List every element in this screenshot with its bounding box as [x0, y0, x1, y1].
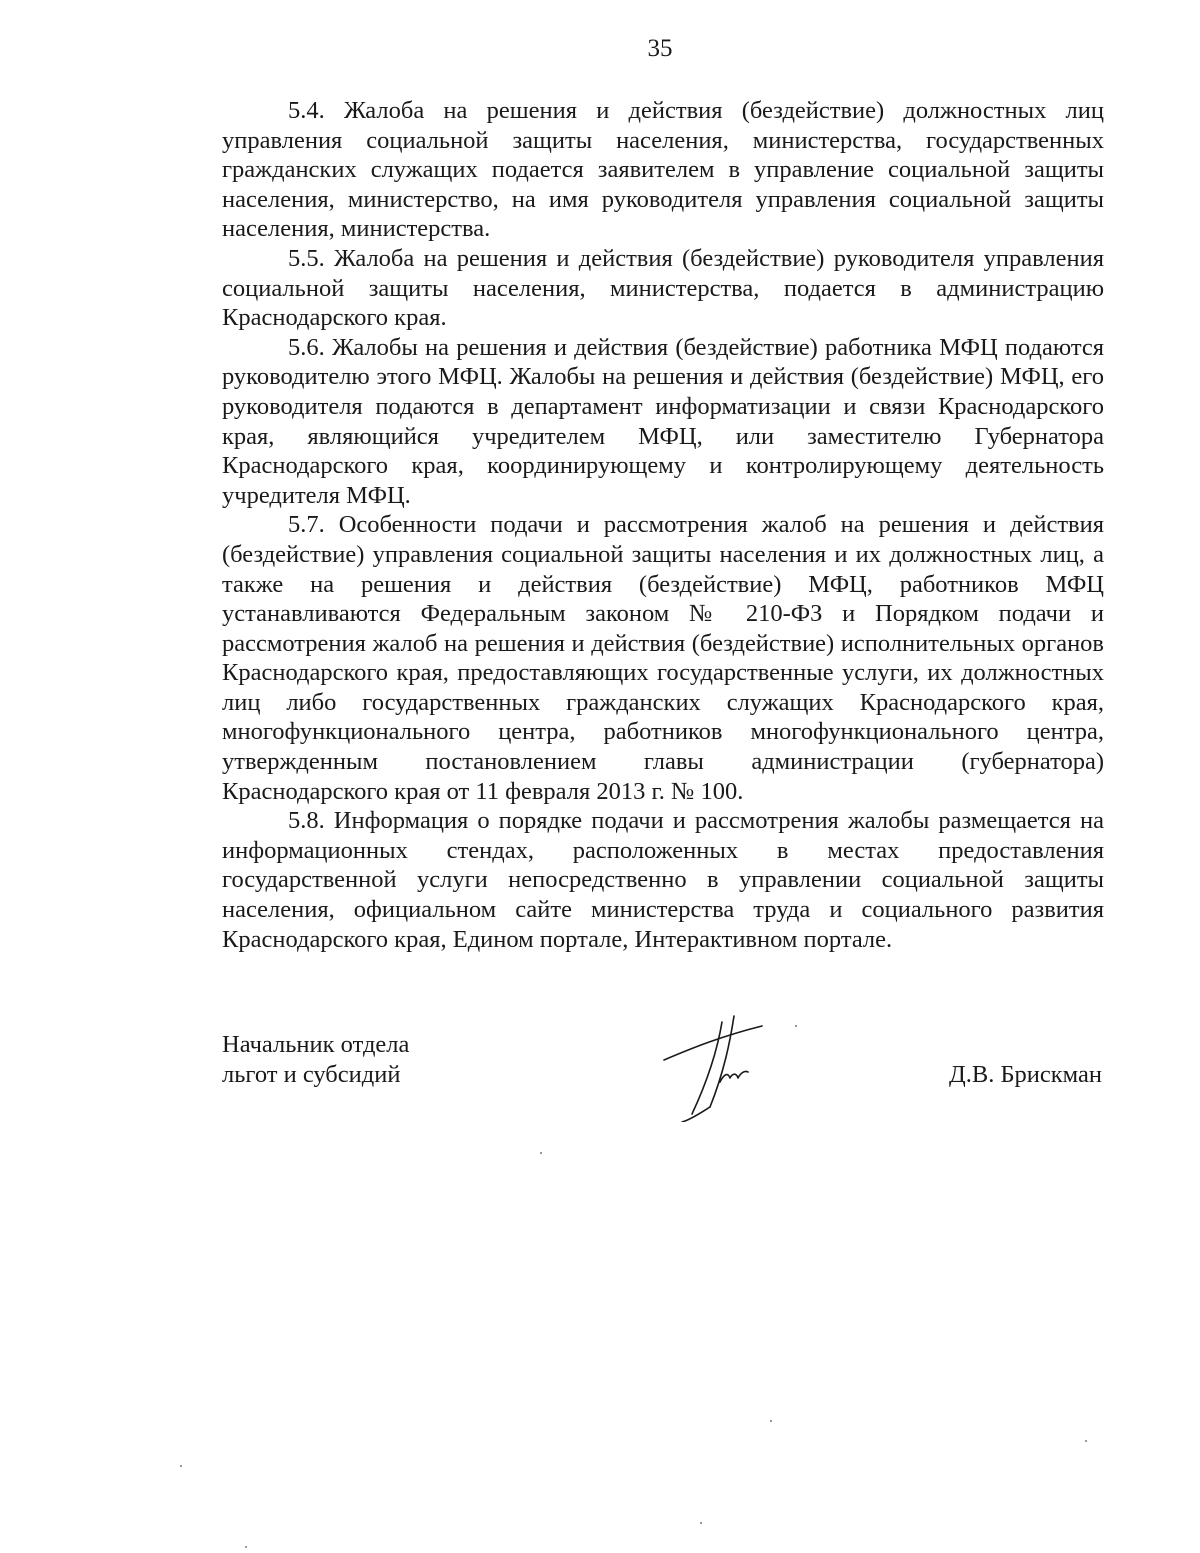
signatory-name: Д.В. Брискман [949, 1061, 1102, 1088]
scan-speck [540, 1152, 542, 1154]
signature-block [222, 1030, 1102, 1140]
scan-speck [700, 1522, 702, 1524]
signatory-position-line-2: льгот и субсидий [222, 1061, 401, 1088]
scan-speck [180, 1465, 182, 1467]
scan-speck [795, 1025, 797, 1027]
scan-speck [1085, 1440, 1087, 1442]
paragraph-5-5: 5.5. Жалоба на решения и действия (бездействие) руководителя управления социальной защиты населения, министерства, подается в администрацию Краснодарского края. [222, 244, 1104, 332]
paragraph-5-7: 5.7. Особенности подачи и рассмотрения жалоб на решения и действия (бездействие) управления социальной защиты населения и их должностных лиц, а также на решения и действия (бездействие) МФЦ, работников МФЦ устанавливаются Федеральным законом № 210-ФЗ и Порядком подачи и рассмотрения жалоб на решения и действия (бездействие) исполнительных органов Краснодарского края, предоставляющих государственные услуги, их должностных лиц либо государственных гражданских служащих Краснодарского края, многофункционального центра, работников многофункционального центра, утвержденным постановлением главы администрации (губернатора) Краснодарского края от 11 февраля 2013 г. № 100. [222, 511, 1104, 805]
scan-speck [770, 1420, 772, 1422]
signatory-position [222, 1030, 409, 1090]
paragraph-5-4: 5.4. Жалоба на решения и действия (бездействие) должностных лиц управления социальной защиты населения, министерства, государственных гражданских служащих подается заявителем в управление социальной защиты населения, министерство, на имя руководителя управления социальной защиты населения, министерства. [222, 97, 1104, 243]
handwritten-signature [662, 1012, 772, 1122]
scan-speck [245, 1546, 247, 1548]
signatory-position-line-1: Начальник отдела [222, 1031, 410, 1058]
document-body [222, 96, 1104, 954]
page-number: 35 [647, 35, 673, 62]
paragraph-5-8: 5.8. Информация о порядке подачи и рассмотрения жалобы размещается на информационных стендах, расположенных в местах предоставления государственной услуги непосредственно в управлении социальной защиты населения, официальном сайте министерства труда и социального развития Краснодарского края, Едином портале, Интерактивном портале. [222, 807, 1104, 953]
paragraph-5-6: 5.6. Жалобы на решения и действия (бездействие) работника МФЦ подаются руководителю этого МФЦ. Жалобы на решения и действия (бездействие) МФЦ, его руководителя подаются в департамент информатизации и связи Краснодарского края, являющийся учредителем МФЦ, или заместителю Губернатора Краснодарского края, координирующему и контролирующему деятельность учредителя МФЦ. [222, 333, 1104, 509]
